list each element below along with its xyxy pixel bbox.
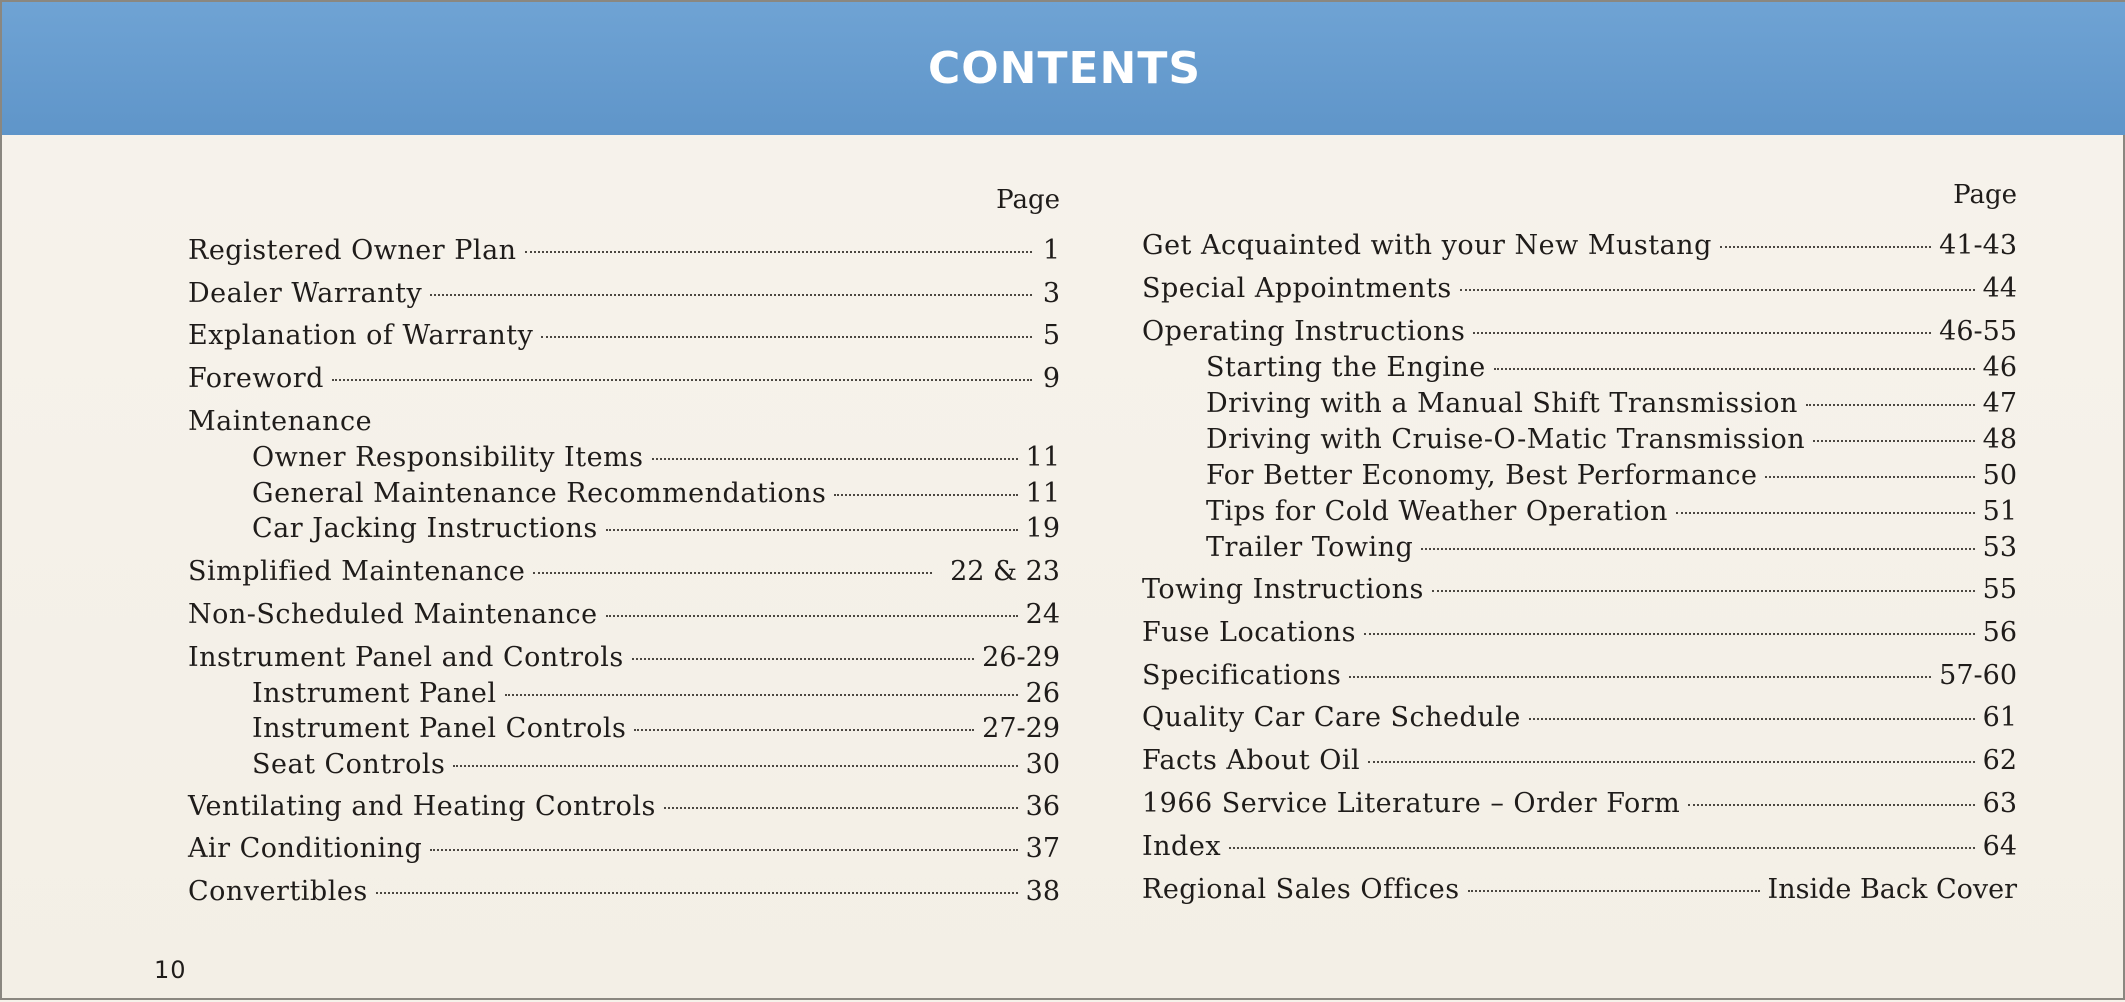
toc-entry-title: Facts About Oil <box>1142 745 1361 776</box>
toc-entry <box>188 876 1060 908</box>
dot-leader <box>1720 245 1931 248</box>
dot-leader <box>1806 403 1975 406</box>
page-number: 10 <box>154 956 187 984</box>
toc-entry-title: Non-Scheduled Maintenance <box>188 599 598 630</box>
dot-leader <box>1473 331 1931 334</box>
dot-leader <box>1432 589 1975 592</box>
dot-leader <box>1765 475 1974 478</box>
toc-entry-title: Get Acquainted with your New Mustang <box>1142 230 1712 261</box>
dot-leader <box>1468 889 1760 892</box>
toc-entry-page: 24 <box>1025 599 1060 630</box>
toc-entry-title: Car Jacking Instructions <box>252 513 598 544</box>
toc-entry <box>252 442 1060 474</box>
dot-leader <box>505 693 1018 696</box>
toc-entry <box>1206 532 2017 564</box>
toc-entry-page: 37 <box>1025 833 1060 864</box>
toc-entry-page: 1 <box>1042 235 1060 266</box>
toc-entry-title: Air Conditioning <box>188 833 423 864</box>
toc-entry-title: Explanation of Warranty <box>188 320 534 351</box>
dot-leader <box>430 293 1032 296</box>
toc-entry-page: 50 <box>1982 460 2017 491</box>
toc-entry <box>1142 831 2017 863</box>
toc-entry <box>252 749 1060 781</box>
dot-leader <box>664 806 1018 809</box>
toc-entry-title: Instrument Panel <box>252 678 497 709</box>
toc-entry-title: Maintenance <box>188 406 373 437</box>
toc-entry <box>252 478 1060 510</box>
toc-entry-title: Special Appointments <box>1142 273 1452 304</box>
toc-entry-page: 63 <box>1982 788 2017 819</box>
dot-leader <box>632 657 974 660</box>
toc-entry-page: 61 <box>1982 702 2017 733</box>
page-title: CONTENTS <box>927 43 1202 94</box>
dot-leader <box>1813 439 1975 442</box>
toc-entry <box>1206 352 2017 384</box>
toc-entry-page: 22 & 23 <box>950 556 1060 587</box>
toc-entry-page: 55 <box>1982 574 2017 605</box>
toc-entry-page: 11 <box>1025 478 1060 509</box>
toc-entry-page: 5 <box>1042 320 1060 351</box>
toc-entry-title: Instrument Panel Controls <box>252 713 627 744</box>
toc-entry-title: Simplified Maintenance <box>188 556 526 587</box>
toc-entry-title: Dealer Warranty <box>188 278 423 309</box>
toc-entry-page: 19 <box>1025 513 1060 544</box>
toc-entry-page: 38 <box>1025 876 1060 907</box>
toc-entry-title: Specifications <box>1142 660 1342 691</box>
page-column-heading-left: Page <box>996 185 1060 215</box>
toc-entry-title: Convertibles <box>188 876 368 907</box>
toc-entry <box>188 278 1060 310</box>
toc-entry-title: Registered Owner Plan <box>188 235 517 266</box>
toc-entry <box>188 599 1060 631</box>
toc-entry <box>252 513 1060 545</box>
dot-leader <box>1529 717 1975 720</box>
toc-entry <box>1206 424 2017 456</box>
toc-entry <box>188 833 1060 865</box>
dot-leader <box>1349 675 1931 678</box>
toc-entry-page: 46-55 <box>1939 316 2017 347</box>
toc-entry-title: Ventilating and Heating Controls <box>188 791 656 822</box>
toc-entry <box>1142 745 2017 777</box>
toc-entry <box>1142 874 2017 906</box>
contents-column-right <box>1142 2 2017 1002</box>
toc-entry-page: Inside Back Cover <box>1767 874 2017 905</box>
toc-entry <box>1142 316 2017 348</box>
toc-entry-page: 46 <box>1982 352 2017 383</box>
dot-leader <box>1676 511 1975 514</box>
dot-leader <box>1688 803 1974 806</box>
dot-leader <box>1364 632 1975 635</box>
toc-entry <box>252 678 1060 710</box>
toc-entry <box>188 406 1060 438</box>
toc-entry-page: 3 <box>1042 278 1060 309</box>
toc-entry-page: 11 <box>1025 442 1060 473</box>
toc-entry-title: Driving with a Manual Shift Transmission <box>1206 388 1798 419</box>
toc-entry <box>1142 273 2017 305</box>
dot-leader <box>652 457 1018 460</box>
toc-entry-page: 41-43 <box>1939 230 2017 261</box>
toc-entry-title: For Better Economy, Best Performance <box>1206 460 1758 491</box>
toc-entry <box>252 713 1060 745</box>
dot-leader <box>1494 367 1975 370</box>
dot-leader <box>606 614 1018 617</box>
toc-entry-title: Tips for Cold Weather Operation <box>1206 496 1668 527</box>
page-column-heading-right: Page <box>1953 180 2017 210</box>
toc-entry-page: 56 <box>1982 617 2017 648</box>
toc-entry-page: 27-29 <box>982 713 1060 744</box>
toc-entry <box>1142 230 2017 262</box>
toc-entry-title: Fuse Locations <box>1142 617 1356 648</box>
dot-leader <box>1368 760 1974 763</box>
toc-entry <box>1206 388 2017 420</box>
toc-entry <box>188 363 1060 395</box>
dot-leader <box>376 891 1018 894</box>
dot-leader <box>525 250 1032 253</box>
toc-entry <box>1142 702 2017 734</box>
toc-entry <box>188 556 1060 588</box>
dot-leader <box>1229 846 1975 849</box>
dot-leader <box>453 764 1017 767</box>
toc-entry-page: 48 <box>1982 424 2017 455</box>
toc-entry-page: 62 <box>1982 745 2017 776</box>
toc-entry-page: 26-29 <box>982 642 1060 673</box>
toc-entry-title: Owner Responsibility Items <box>252 442 644 473</box>
toc-entry-title: Operating Instructions <box>1142 316 1466 347</box>
toc-entry <box>1142 617 2017 649</box>
toc-entry-title: 1966 Service Literature – Order Form <box>1142 788 1681 819</box>
toc-entry <box>188 642 1060 674</box>
toc-entry <box>1206 496 2017 528</box>
toc-entry-title: Foreword <box>188 363 324 394</box>
toc-entry-title: Driving with Cruise-O-Matic Transmission <box>1206 424 1806 455</box>
toc-entry-title: Regional Sales Offices <box>1142 874 1460 905</box>
toc-entry-page: 47 <box>1982 388 2017 419</box>
toc-entry <box>1142 788 2017 820</box>
toc-entry-page: 57-60 <box>1939 660 2017 691</box>
toc-entry-page: 36 <box>1025 791 1060 822</box>
toc-entry-page: 64 <box>1982 831 2017 862</box>
dot-leader <box>834 493 1017 496</box>
dot-leader <box>332 378 1032 381</box>
toc-entry-page: 9 <box>1042 363 1060 394</box>
toc-entry-title: Quality Car Care Schedule <box>1142 702 1521 733</box>
toc-entry-title: Instrument Panel and Controls <box>188 642 624 673</box>
toc-entry-title: Seat Controls <box>252 749 446 780</box>
contents-column-left <box>188 2 1060 1002</box>
toc-entry <box>188 320 1060 352</box>
toc-entry <box>188 791 1060 823</box>
toc-entry-page: 53 <box>1982 532 2017 563</box>
toc-entry-title: Starting the Engine <box>1206 352 1486 383</box>
toc-entry-page: 30 <box>1025 749 1060 780</box>
toc-entry <box>188 235 1060 267</box>
toc-entry-title: Towing Instructions <box>1142 574 1424 605</box>
dot-leader <box>606 528 1018 531</box>
dot-leader <box>634 728 974 731</box>
dot-leader <box>533 571 932 574</box>
toc-entry-page: 51 <box>1982 496 2017 527</box>
toc-entry-page: 26 <box>1025 678 1060 709</box>
toc-entry <box>1142 574 2017 606</box>
toc-entry-title: General Maintenance Recommendations <box>252 478 827 509</box>
toc-entry-page: 44 <box>1982 273 2017 304</box>
toc-entry <box>1206 460 2017 492</box>
dot-leader <box>1460 288 1975 291</box>
dot-leader <box>541 335 1032 338</box>
toc-entry-title: Index <box>1142 831 1222 862</box>
dot-leader <box>1421 547 1974 550</box>
toc-entry-title: Trailer Towing <box>1206 532 1414 563</box>
toc-entry <box>1142 660 2017 692</box>
dot-leader <box>430 848 1017 851</box>
